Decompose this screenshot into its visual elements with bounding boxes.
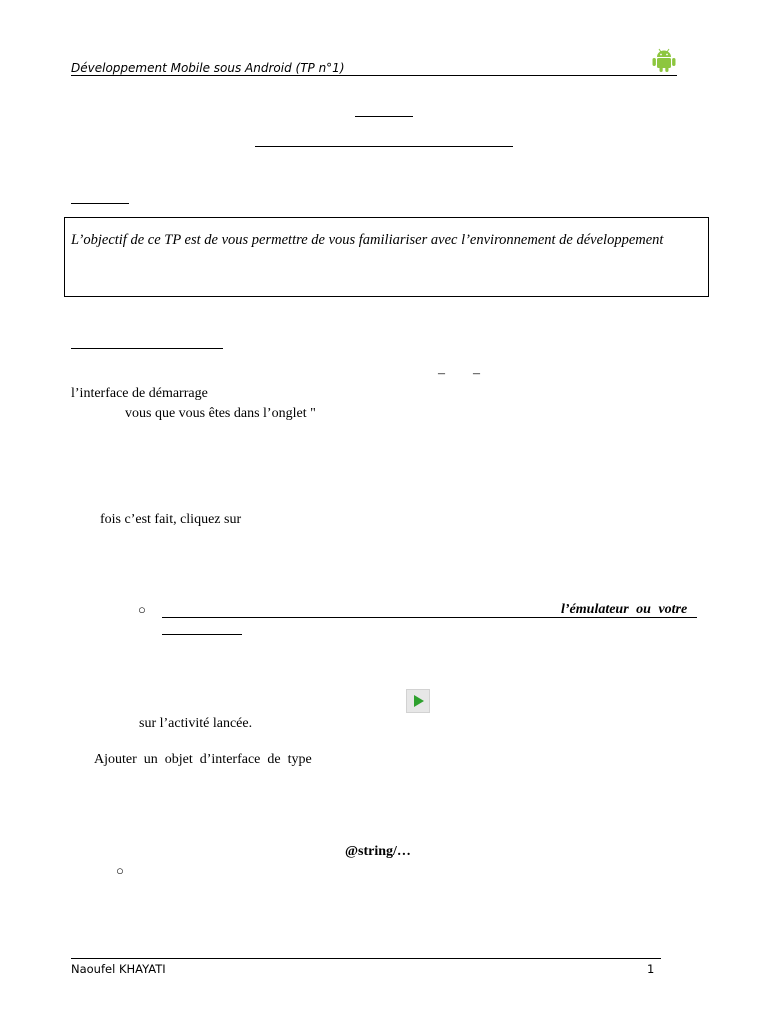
footer-author: Naoufel KHAYATI	[71, 962, 166, 976]
ajouter-line: Ajouter un objet d’interface de type	[94, 752, 312, 767]
onglet-line: vous que vous êtes dans l’onglet "	[125, 406, 316, 421]
fois-line: fois c’est fait, cliquez sur	[100, 512, 242, 527]
emulator-text: l’émulateur ou votre	[561, 602, 688, 617]
dash-marks: – –	[438, 366, 480, 381]
section-title-underline	[71, 348, 223, 349]
page-number: 1	[647, 962, 655, 976]
android-robot-icon	[650, 46, 678, 74]
bullet-underline-continued	[162, 634, 242, 635]
subtitle-underline	[255, 146, 513, 147]
activite-line: sur l’activité lancée.	[139, 716, 253, 731]
bullet-marker-2: ○	[116, 863, 124, 878]
objective-text: L’objectif de ce TP est de vous permettre de vous familiariser avec l’environnement de développement	[71, 232, 664, 248]
interface-line: l’interface de démarrage	[71, 386, 208, 401]
run-play-icon	[406, 689, 430, 713]
title-underline	[355, 116, 413, 117]
page-header-title: Développement Mobile sous Android (TP n°1)	[71, 61, 345, 75]
string-reference: @string/…	[345, 844, 411, 859]
header-rule	[71, 75, 677, 76]
section-heading-underline	[71, 203, 129, 204]
objective-box	[64, 217, 709, 297]
footer-rule	[71, 958, 661, 959]
bullet-marker: ○	[138, 602, 146, 617]
